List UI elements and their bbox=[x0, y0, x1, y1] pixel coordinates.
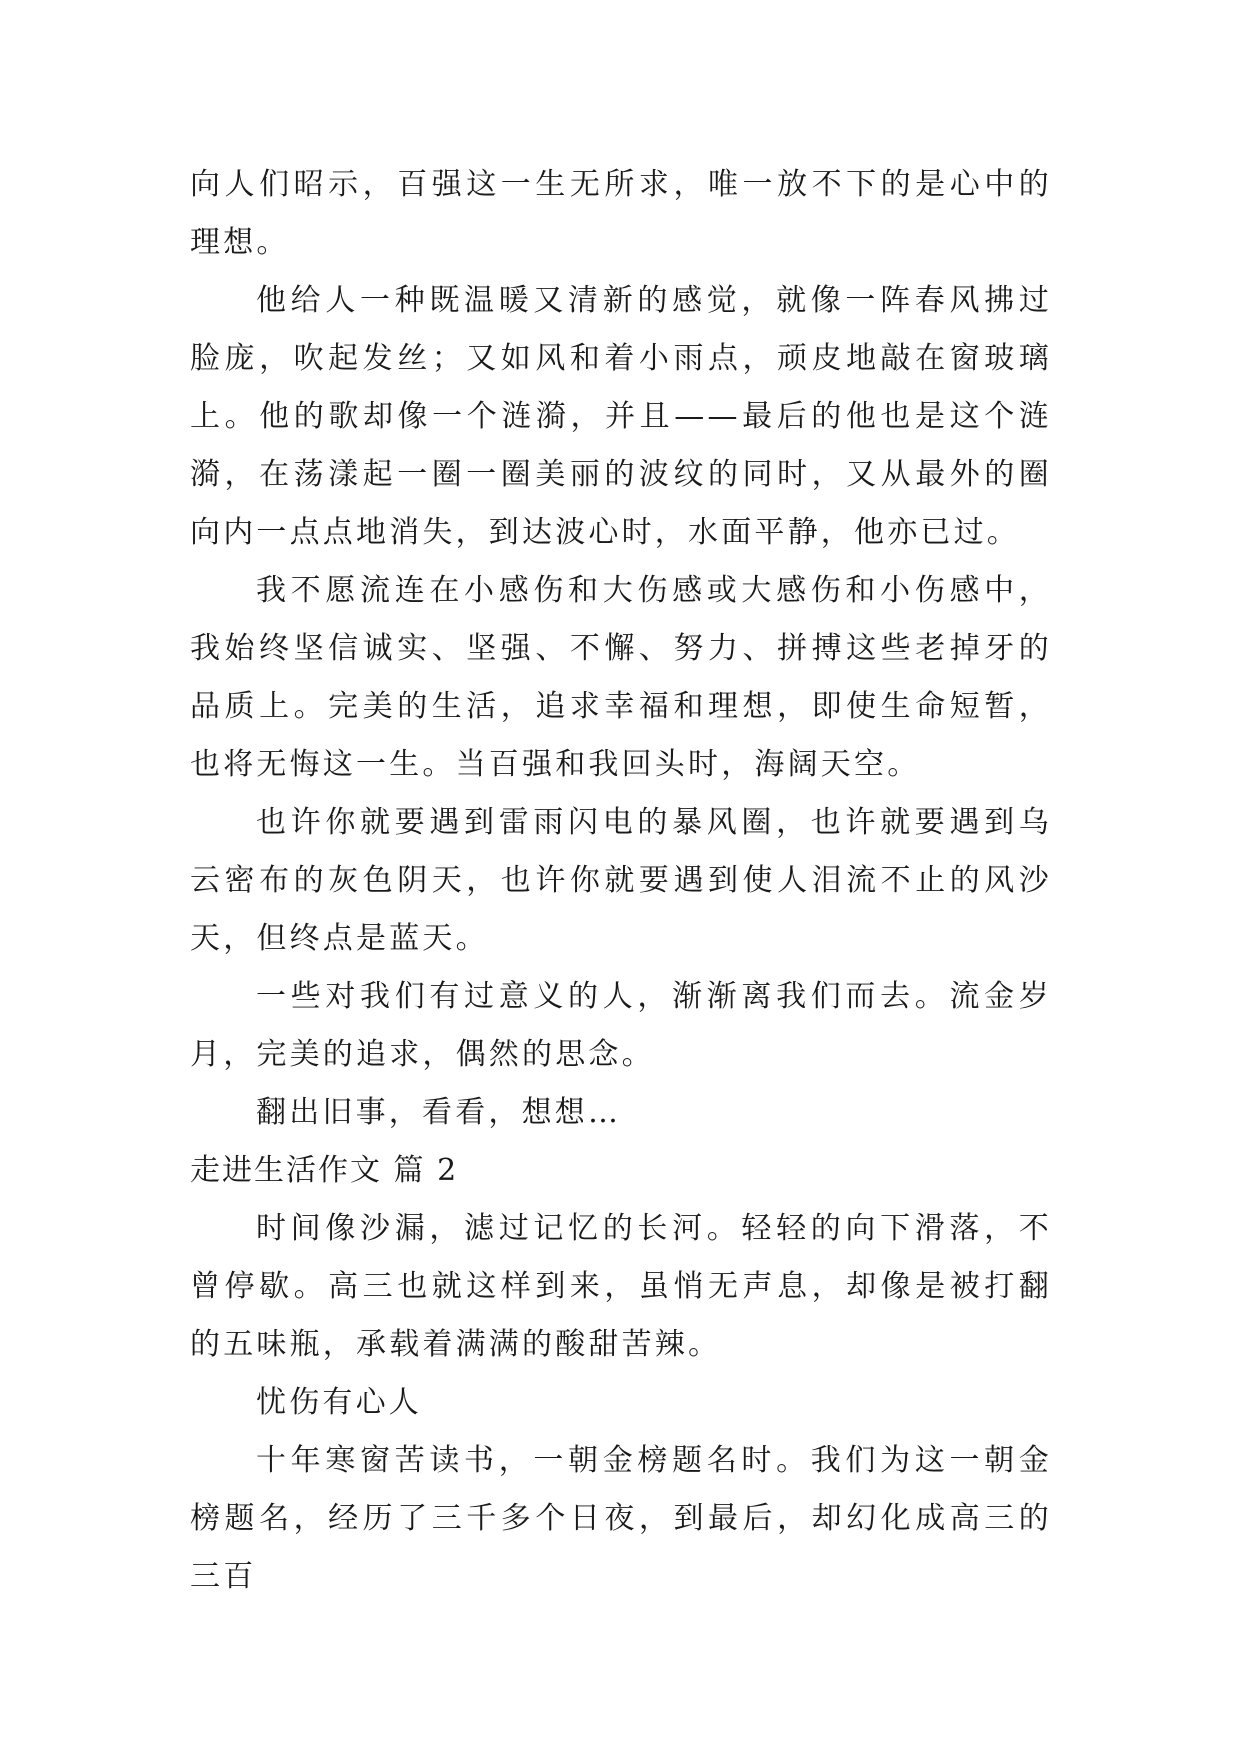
paragraph: 十年寒窗苦读书，一朝金榜题名时。我们为这一朝金榜题名，经历了三千多个日夜，到最后，却幻化成高三的三百 bbox=[190, 1443, 1052, 1594]
paragraph-continuation: 向人们昭示，百强这一生无所求，唯一放不下的是心中的理想。 bbox=[190, 167, 1052, 260]
paragraph: 忧伤有心人 bbox=[256, 1385, 422, 1420]
paragraph: 也许你就要遇到雷雨闪电的暴风圈，也许就要遇到乌云密布的灰色阴天，也许你就要遇到使人泪流不止的风沙天，但终点是蓝天。 bbox=[190, 805, 1052, 956]
paragraph: 时间像沙漏，滤过记忆的长河。轻轻的向下滑落，不曾停歇。高三也就这样到来，虽悄无声息，却像是被打翻的五味瓶，承载着满满的酸甜苦辣。 bbox=[190, 1211, 1052, 1362]
section-heading: 走进生活作文 篇 2 bbox=[190, 1153, 459, 1188]
document-body bbox=[190, 156, 1052, 1606]
paragraph: 他给人一种既温暖又清新的感觉，就像一阵春风拂过脸庞，吹起发丝；又如风和着小雨点，顽皮地敲在窗玻璃上。他的歌却像一个涟漪，并且——最后的他也是这个涟漪，在荡漾起一圈一圈美丽的波纹的同时，又从最外的圈向内一点点地消失，到达波心时，水面平静，他亦已过。 bbox=[190, 283, 1052, 550]
paragraph: 翻出旧事，看看，想想… bbox=[256, 1095, 622, 1130]
paragraph: 一些对我们有过意义的人，渐渐离我们而去。流金岁月，完美的追求，偶然的思念。 bbox=[190, 979, 1052, 1072]
paragraph: 我不愿流连在小感伤和大伤感或大感伤和小伤感中，我始终坚信诚实、坚强、不懈、努力、拼搏这些老掉牙的品质上。完美的生活，追求幸福和理想，即使生命短暂，也将无悔这一生。当百强和我回头时，海阔天空。 bbox=[190, 573, 1052, 782]
